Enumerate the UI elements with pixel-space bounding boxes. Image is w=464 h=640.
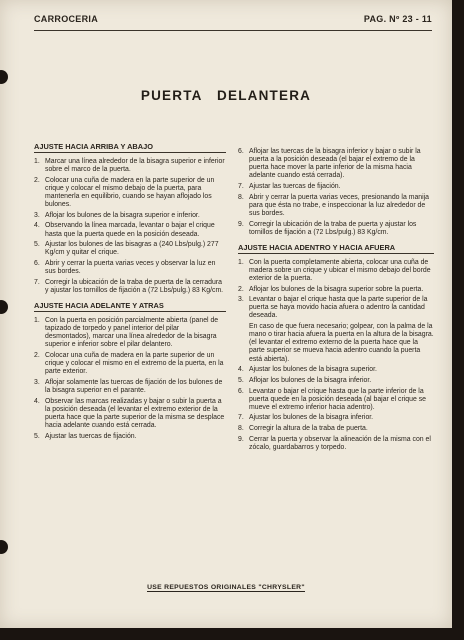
list-item: 3. Aflojar los bulones de la bisagra superior e inferior. [34, 211, 200, 219]
list-item: 2. Colocar una cuña de madera en la parte superior de un crique y colocar el mismo en el extremo de la puerta, en la parte exterior. [34, 351, 224, 376]
list-item: 7. Ajustar los bulones de la bisagra inferior. [238, 414, 374, 422]
list-item: 8. Abrir y cerrar la puerta varias veces, presionando la manija para que ésta no trabe, e inspeccionar la luz alrededor de sus bordes. [238, 193, 430, 217]
list-item: 3. Levantar o bajar el crique hasta que la parte superior de la puerta se haya movido hacia afuera o adentro la cantidad deseada. [238, 296, 428, 320]
list-item: 1. Marcar una línea alrededor de la bisagra superior e inferior sobre el marco de la puerta. [34, 158, 225, 174]
page-header [34, 14, 432, 28]
page-title: PUERTA DELANTERA [140, 88, 312, 103]
list-item: 2. Colocar una cuña de madera en la parte superior de un crique y colocar el mismo debajo de la puerta, para mantenerla en equilibrio, cuando se hayan aflojado los bulones. [34, 176, 215, 209]
left-column [34, 142, 226, 443]
header-rule [34, 30, 432, 31]
list-item: 9. Corregir la ubicación de la traba de puerta y ajustar los tornillos de fijación a (72 Lbs/pulg.) 83 Kg/cm. [238, 220, 417, 236]
step-list [238, 366, 434, 452]
step-list [238, 148, 434, 237]
note-paragraph: En caso de que fuera necesario; golpear, con la palma de la mano o tirar hacia afuera la puerta en la altura de la bisagra. (el levantar el extremo externo de la puerta hace que la parte superior se mueva hacia adentro cuando la puerta está abierta). [249, 323, 434, 363]
list-item: 6. Abrir y cerrar la puerta varias veces y observar la luz en sus bordes. [34, 260, 216, 276]
list-item: 5. Ajustar las tuercas de fijación. [34, 432, 137, 440]
list-item: 6. Aflojar las tuercas de la bisagra inferior y bajar o subir la puerta a la posición deseada (el bajar el extremo de la puerta hace mover la parte inferior de la misma hacia adelante cuando está cerrada). [238, 148, 421, 180]
list-item: 3. Aflojar solamente las tuercas de fijación de los bulones de la bisagra superior en el parante. [34, 378, 223, 394]
list-item: 8. Corregir la altura de la traba de puerta. [238, 425, 368, 433]
list-item: 7. Corregir la ubicación de la traba de puerta de la cerradura y ajustar los tornillos de fijación a (72 Lbs/pulg.) 83 Kg/cm. [34, 278, 224, 294]
list-item: 1. Con la puerta en posición parcialmente abierta (panel de tapizado de torpedo y panel interior del pilar desmontados), marcar una línea alrededor de la bisagra superior e inferior sobre el pilar delantero. [34, 316, 219, 349]
binder-hole [0, 300, 8, 314]
list-item: 5. Ajustar los bulones de las bisagras a (240 Lbs/pulg.) 277 Kg/cm y quitar el crique. [34, 241, 219, 257]
list-item: 5. Aflojar los bulones de la bisagra inferior. [238, 376, 372, 384]
section-heading: AJUSTE HACIA ARRIBA Y ABAJO [34, 142, 226, 153]
list-item: 2. Aflojar los bulones de la bisagra superior sobre la puerta. [238, 285, 424, 293]
list-item: 4. Ajustar los bulones de la bisagra superior. [238, 366, 377, 374]
list-item: 4. Observar las marcas realizadas y bajar o subir la puerta a la posición deseada (el levantar el extremo exterior de la puerta hace que la parte superior de la misma se desplace hacia adelante cuando está cerrada. [34, 397, 225, 429]
page-number: PAG. Nº 23 - 11 [363, 14, 432, 24]
step-list [34, 158, 226, 295]
right-column [238, 148, 434, 455]
list-item: 1. Con la puerta completamente abierta, colocar una cuña de madera sobre un crique y ubicar el mismo debajo del borde exterior de la puerta. [238, 258, 431, 282]
step-list [238, 259, 434, 321]
page-footer [0, 584, 452, 591]
section-heading: AJUSTE HACIA ADELANTE Y ATRAS [34, 301, 226, 312]
list-item: 9. Cerrar la puerta y observar la alineación de la misma con el zócalo, guardabarros y torpedo. [238, 435, 431, 451]
section-heading: AJUSTE HACIA ADENTRO Y HACIA AFUERA [238, 243, 434, 254]
list-item: 6. Levantar o bajar el crique hasta que la parte inferior de la puerta quede en la posición deseada (al bajar el crique se mueve el extremo inferior hacia adentro). [238, 387, 426, 411]
binder-hole [0, 540, 8, 554]
list-item: 7. Ajustar las tuercas de fijación. [238, 182, 341, 190]
list-item: 4. Observando la línea marcada, levantar o bajar el crique hasta que la puerta quede en la posición deseada. [34, 222, 215, 238]
section-name: CARROCERIA [34, 14, 99, 24]
step-list [34, 317, 226, 441]
binder-hole [0, 70, 8, 84]
footer-note: USE REPUESTOS ORIGINALES "CHRYSLER" [147, 584, 305, 591]
